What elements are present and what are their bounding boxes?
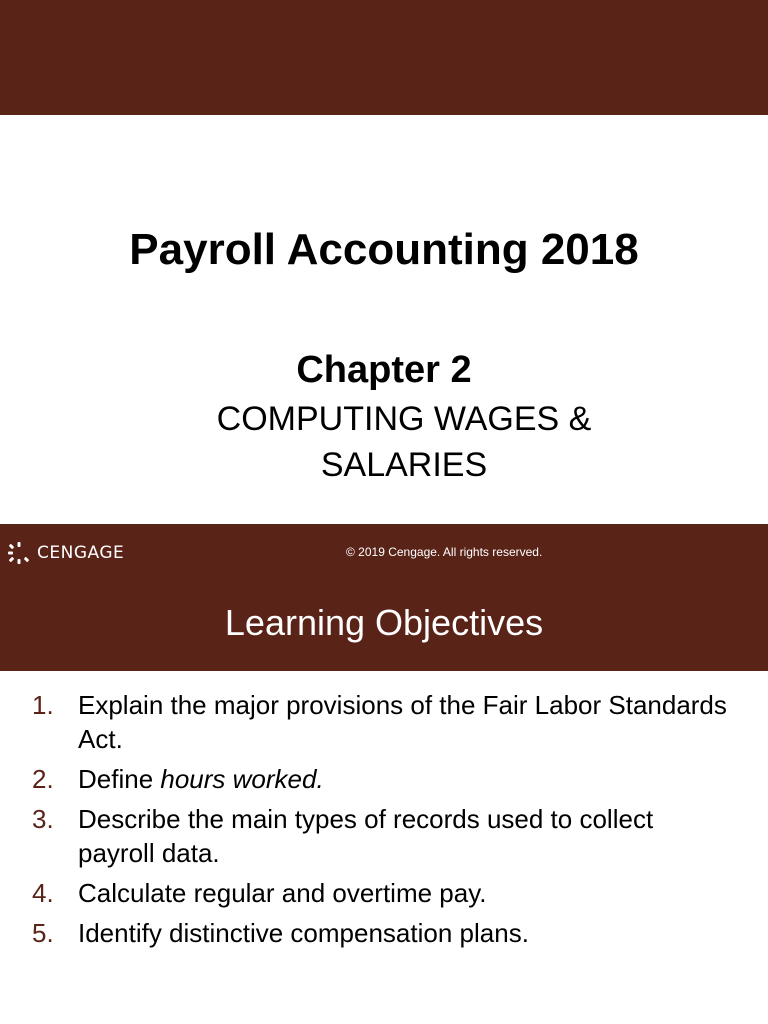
slide-title: Payroll Accounting 2018 bbox=[129, 225, 639, 274]
item-text: Describe the main types of records used to collect payroll data. bbox=[78, 804, 654, 868]
item-number: 4. bbox=[32, 878, 54, 908]
copyright-notice: © 2019 Cengage. All rights reserved. bbox=[346, 545, 543, 559]
chapter-subtitle: COMPUTING WAGES & SALARIES bbox=[216, 400, 592, 484]
list-item bbox=[32, 688, 732, 756]
top-banner bbox=[0, 0, 768, 115]
item-number: 2. bbox=[32, 764, 54, 794]
learning-objectives-title: Learning Objectives bbox=[224, 602, 544, 643]
list-item bbox=[32, 876, 732, 910]
list-item bbox=[32, 916, 732, 950]
cengage-brand-text: CENGAGE bbox=[37, 543, 125, 563]
list-item bbox=[32, 762, 732, 796]
item-text-italic: hours worked. bbox=[160, 764, 324, 794]
item-text: Identify distinctive compensation plans. bbox=[78, 918, 529, 948]
chapter-heading: Chapter 2 bbox=[296, 349, 472, 391]
item-number: 1. bbox=[32, 690, 54, 720]
item-number: 3. bbox=[32, 804, 54, 834]
list-item bbox=[32, 802, 732, 870]
item-text-plain: Define bbox=[78, 764, 161, 794]
item-text bbox=[78, 762, 732, 796]
item-text: Explain the major provisions of the Fair Labor Standards Act. bbox=[78, 690, 727, 754]
item-text: Calculate regular and overtime pay. bbox=[78, 878, 487, 908]
item-number: 5. bbox=[32, 918, 54, 948]
objectives-list bbox=[32, 688, 732, 956]
cengage-logo bbox=[6, 540, 124, 566]
cengage-logo-icon bbox=[6, 540, 32, 566]
